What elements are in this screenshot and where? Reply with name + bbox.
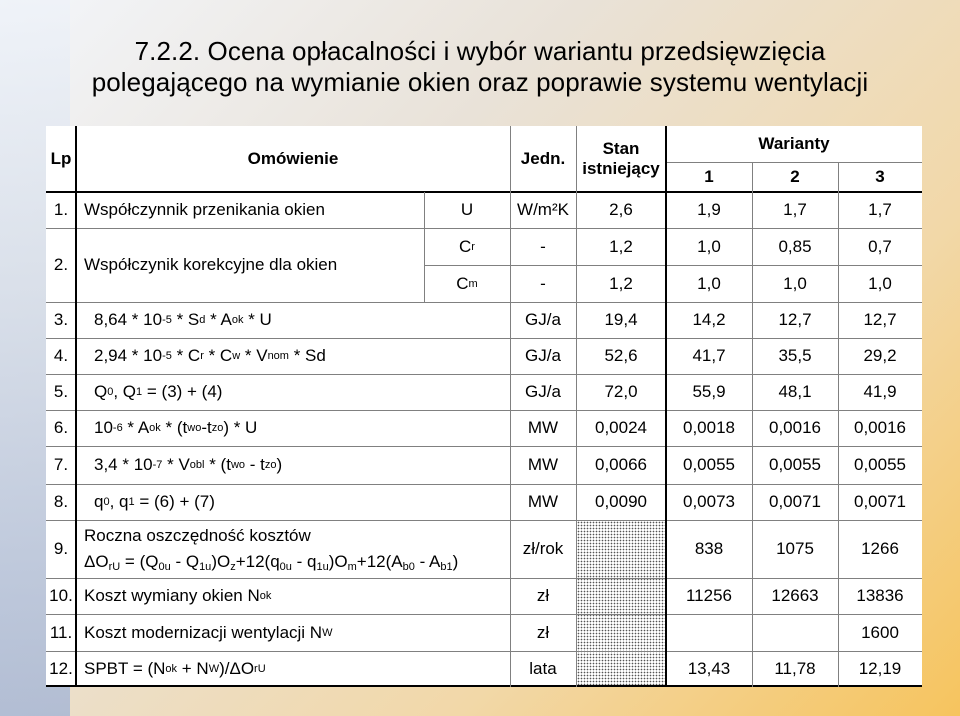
row5-stan: 72,0 bbox=[604, 382, 638, 401]
hatched-stan-cells bbox=[577, 521, 666, 687]
grid-line bbox=[46, 228, 922, 229]
row2-lp: 2. bbox=[53, 255, 69, 274]
row2a-symbol: C r bbox=[459, 236, 475, 256]
row10-unit: zł bbox=[536, 586, 550, 605]
row6-stan: 0,0024 bbox=[595, 418, 647, 437]
row12-w3: 12,19 bbox=[858, 659, 902, 678]
grid-line bbox=[424, 192, 425, 302]
row2a-w2: 0,85 bbox=[778, 236, 812, 256]
row12-w2: 11,78 bbox=[774, 659, 816, 678]
row12-lp: 12. bbox=[49, 659, 73, 678]
grid-line bbox=[46, 338, 922, 339]
row4-w1: 41,7 bbox=[692, 346, 726, 365]
row5-w2: 48,1 bbox=[778, 382, 812, 401]
row2a-unit: - bbox=[540, 236, 546, 256]
row3-lp: 3. bbox=[53, 310, 69, 329]
grid-line bbox=[46, 374, 922, 375]
row4-w2: 35,5 bbox=[778, 346, 812, 365]
row12-unit: lata bbox=[529, 659, 557, 678]
row8-unit: MW bbox=[527, 492, 559, 511]
row10-w2: 12663 bbox=[771, 586, 819, 605]
row2b-unit: - bbox=[540, 273, 546, 293]
row5-w1: 55,9 bbox=[692, 382, 726, 401]
row3-w1: 14,2 bbox=[692, 310, 726, 329]
grid-line bbox=[46, 520, 922, 521]
grid-line bbox=[46, 191, 922, 193]
row1-unit: W/m²K bbox=[517, 200, 569, 219]
row7-w3: 0,0055 bbox=[854, 455, 906, 474]
header-jedn: Jedn. bbox=[520, 149, 566, 168]
row6-formula: 10 -6 * A ok * (t wo -t zo ) * U bbox=[94, 418, 258, 437]
grid-line bbox=[46, 484, 922, 485]
title-line-2: polegającego na wymianie okien oraz poprawie systemu wentylacji bbox=[91, 67, 869, 97]
row7-formula: 3,4 * 10 -7 * V obl * (t wo - t zo ) bbox=[94, 455, 283, 474]
header-variant-1: 1 bbox=[704, 167, 714, 186]
row2b-w2: 1,0 bbox=[783, 273, 807, 293]
row3-formula: 8,64 * 10 -5 * S d * A ok * U bbox=[94, 310, 272, 329]
header-stan-istniejacy: Stan istniejący bbox=[582, 139, 660, 178]
row9-w3: 1266 bbox=[861, 539, 899, 558]
row7-stan: 0,0066 bbox=[595, 455, 647, 474]
row9-lp: 9. bbox=[53, 539, 69, 558]
header-variant-2: 2 bbox=[790, 167, 800, 186]
row2b-w3: 1,0 bbox=[868, 273, 892, 293]
row8-formula: q 0 , q 1 = (6) + (7) bbox=[94, 492, 215, 511]
row3-stan: 19,4 bbox=[604, 310, 638, 329]
grid-line bbox=[46, 302, 922, 303]
grid-line bbox=[838, 162, 839, 687]
row7-w1: 0,0055 bbox=[683, 455, 735, 474]
row8-w3: 0,0071 bbox=[854, 492, 906, 511]
row9-desc-formula: $\Delta O_{rU} = (Q_{0u} - Q_{1u})O_z+12(q_{0u} - q_{1u})O_m+12(A_{b0} - A_{b1})$ bbox=[84, 552, 459, 573]
row6-lp: 6. bbox=[53, 418, 69, 437]
row3-w2: 12,7 bbox=[778, 310, 812, 329]
row12-w1: 13,43 bbox=[687, 659, 731, 678]
row11-lp: 11. bbox=[49, 622, 73, 642]
grid-line bbox=[666, 162, 922, 163]
row3-w3: 12,7 bbox=[863, 310, 897, 329]
grid-line bbox=[424, 265, 922, 266]
row1-lp: 1. bbox=[53, 200, 69, 219]
row1-w3: 1,7 bbox=[868, 200, 892, 219]
grid-line bbox=[46, 685, 922, 687]
row9-desc-title: Roczna oszczędność kosztów bbox=[84, 526, 311, 545]
row9-desc bbox=[76, 520, 510, 578]
row4-unit: GJ/a bbox=[525, 346, 561, 365]
header-warianty: Warianty bbox=[758, 134, 830, 153]
row5-unit: GJ/a bbox=[525, 382, 561, 401]
grid-line bbox=[576, 126, 577, 687]
row5-lp: 5. bbox=[53, 382, 69, 401]
row10-desc: Koszt wymiany okien N ok bbox=[84, 586, 272, 605]
slide-title bbox=[0, 36, 960, 98]
row5-formula: Q 0 , Q 1 = (3) + (4) bbox=[94, 382, 223, 401]
header-omowienie: Omówienie bbox=[247, 149, 339, 168]
grid-line bbox=[752, 162, 753, 687]
row7-w2: 0,0055 bbox=[769, 455, 821, 474]
row1-symbol: U bbox=[460, 200, 474, 219]
row9-w1: 838 bbox=[694, 539, 724, 558]
row6-w1: 0,0018 bbox=[683, 418, 735, 437]
row1-desc: Współczynnik przenikania okien bbox=[84, 200, 325, 219]
header-lp: Lp bbox=[50, 149, 72, 168]
row6-unit: MW bbox=[527, 418, 559, 437]
row2a-w3: 0,7 bbox=[868, 236, 892, 256]
row8-w1: 0,0073 bbox=[683, 492, 735, 511]
row6-w3: 0,0016 bbox=[854, 418, 906, 437]
grid-line bbox=[75, 126, 77, 687]
row8-stan: 0,0090 bbox=[595, 492, 647, 511]
row2b-symbol: C m bbox=[456, 273, 478, 293]
row1-stan: 2,6 bbox=[609, 200, 633, 219]
row9-unit: zł/rok bbox=[522, 539, 564, 558]
row8-w2: 0,0071 bbox=[769, 492, 821, 511]
row12-formula: SPBT = (N ok + N W )/ΔO rU bbox=[84, 659, 266, 678]
row11-unit: zł bbox=[536, 622, 550, 642]
row7-unit: MW bbox=[527, 455, 559, 474]
grid-line bbox=[46, 446, 922, 447]
row10-lp: 10. bbox=[49, 586, 73, 605]
grid-line bbox=[665, 126, 667, 687]
grid-line bbox=[46, 651, 922, 652]
row11-desc: Koszt modernizacji wentylacji N W bbox=[84, 622, 333, 642]
row10-w3: 13836 bbox=[856, 586, 904, 605]
row8-lp: 8. bbox=[53, 492, 69, 511]
row9-w2: 1075 bbox=[776, 539, 814, 558]
row4-w3: 29,2 bbox=[863, 346, 897, 365]
row4-stan: 52,6 bbox=[604, 346, 638, 365]
grid-line bbox=[510, 126, 511, 687]
row6-w2: 0,0016 bbox=[769, 418, 821, 437]
grid-line bbox=[46, 614, 922, 615]
row3-unit: GJ/a bbox=[525, 310, 561, 329]
grid-line bbox=[46, 578, 922, 579]
row4-lp: 4. bbox=[53, 346, 69, 365]
header-variant-3: 3 bbox=[875, 167, 885, 186]
row4-formula: 2,94 * 10 -5 * C r * C w * V nom * Sd bbox=[94, 346, 326, 365]
row10-w1: 11256 bbox=[685, 586, 732, 605]
row2b-w1: 1,0 bbox=[697, 273, 721, 293]
row2a-w1: 1,0 bbox=[697, 236, 721, 256]
evaluation-table bbox=[46, 126, 922, 687]
row1-w1: 1,9 bbox=[697, 200, 721, 219]
title-line-1: 7.2.2. Ocena opłacalności i wybór wariantu przedsięwzięcia bbox=[134, 36, 826, 66]
row2-desc: Współczynik korekcyjne dla okien bbox=[84, 255, 338, 274]
row11-w3: 1600 bbox=[861, 622, 899, 642]
row1-w2: 1,7 bbox=[783, 200, 807, 219]
row5-w3: 41,9 bbox=[863, 382, 897, 401]
row2b-stan: 1,2 bbox=[609, 273, 633, 293]
row7-lp: 7. bbox=[53, 455, 69, 474]
row2a-stan: 1,2 bbox=[609, 236, 633, 256]
grid-line bbox=[46, 410, 922, 411]
